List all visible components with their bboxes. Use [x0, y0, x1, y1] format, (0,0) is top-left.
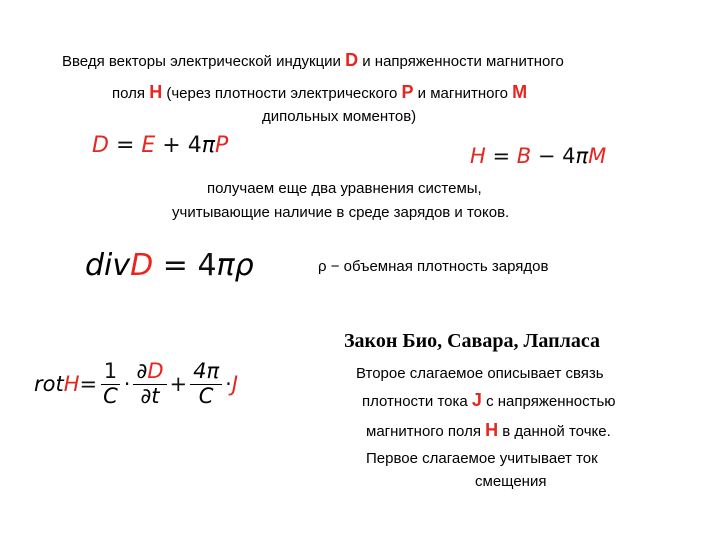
- equation-rot-h: rot H = $\frac{1}{C}$ · $\frac{\partial D}{\partial t}$ + $\frac{4\pi}{C}$ · J: [34, 359, 239, 408]
- explain-line-4: Первое слагаемое учитывает ток: [366, 450, 598, 467]
- equation-div-d: divD = 4πρ: [85, 248, 254, 283]
- equation-h-field: H = B − 4πM: [470, 144, 607, 168]
- symbol-P: P: [401, 82, 414, 102]
- intro-line-1: Введя векторы электрической индукции D и напряженности магнитного: [62, 50, 564, 70]
- explain-line-5: смещения: [475, 473, 547, 490]
- equation-d-field: D = E + 4πP: [92, 133, 229, 158]
- symbol-H-2: H: [485, 420, 499, 440]
- rho-description: ρ − объемная плотность зарядов: [318, 258, 549, 275]
- symbol-M: M: [512, 82, 528, 102]
- fraction-one-over-c: $\frac{1}{C}$: [100, 360, 121, 407]
- explain-line-3: магнитного поля H в данной точке.: [366, 420, 611, 440]
- law-title: Закон Био, Савара, Лапласа: [344, 330, 600, 352]
- fraction-partial-d-over-dt: $\frac{\partial D}{\partial t}$: [133, 360, 166, 407]
- middle-line-1: получаем еще два уравнения системы,: [207, 180, 482, 197]
- middle-line-2: учитывающие наличие в среде зарядов и токов.: [172, 204, 510, 221]
- symbol-J: J: [471, 390, 482, 410]
- intro-line-2: поля H (через плотности электрического P и магнитного M: [112, 82, 528, 102]
- symbol-D: D: [345, 50, 359, 70]
- explain-line-1: Второе слагаемое описывает связь: [356, 365, 604, 382]
- fraction-four-pi-over-c: $\frac{4\pi}{C}$: [190, 360, 222, 407]
- symbol-H: H: [149, 82, 163, 102]
- explain-line-2: плотности тока J с напряженностью: [362, 390, 616, 410]
- intro-line-3: дипольных моментов): [262, 108, 417, 125]
